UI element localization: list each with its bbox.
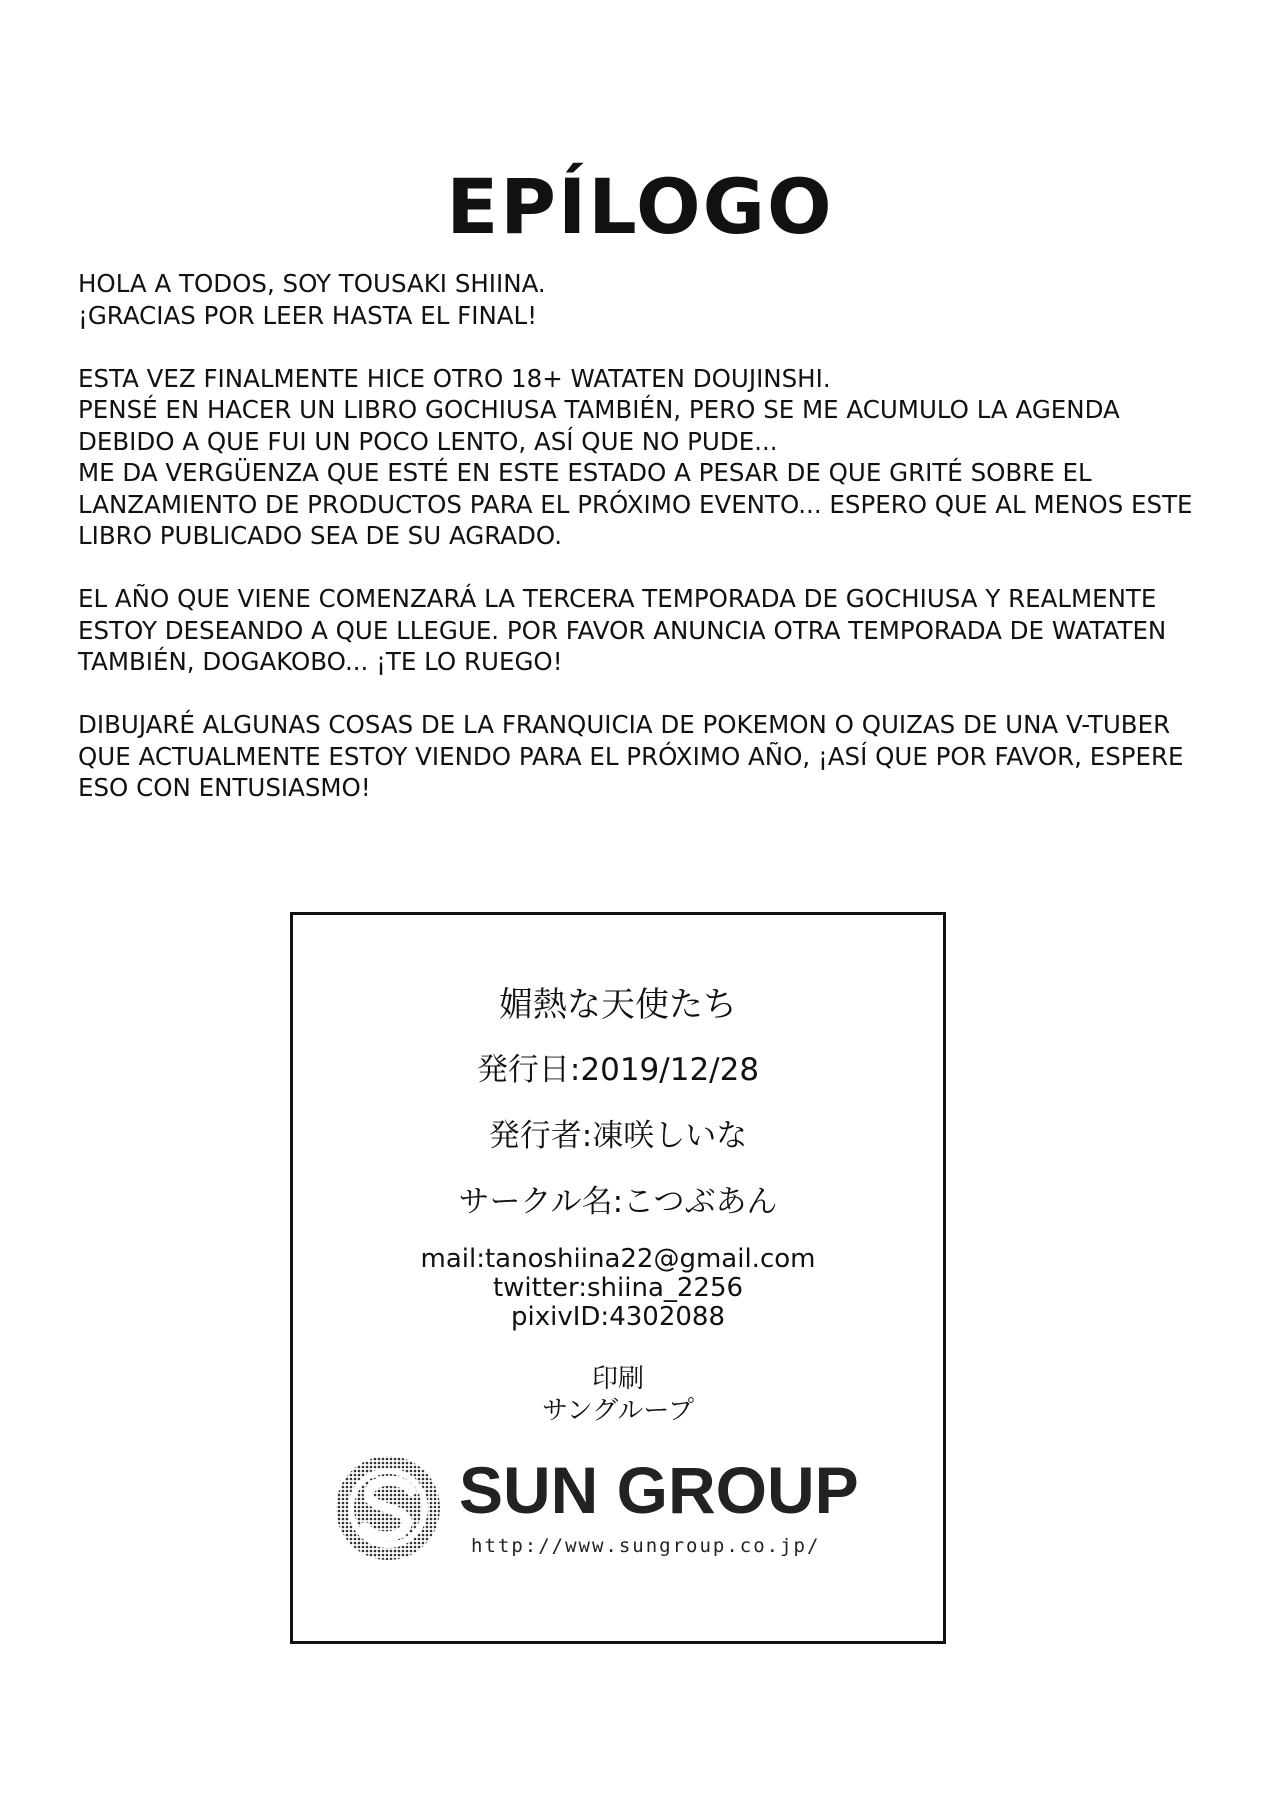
print-label: 印刷 — [591, 1364, 644, 1394]
text-line: QUE ACTUALMENTE ESTOY VIENDO PARA EL PRÓXIMO AÑO, ¡ASÍ QUE POR FAVOR, ESPERE — [78, 741, 1184, 771]
text-line: ME DA VERGÜENZA QUE ESTÉ EN ESTE ESTADO A PESAR DE QUE GRITÉ SOBRE EL — [78, 458, 1092, 487]
paragraph-2 — [78, 363, 1208, 552]
sun-group-logo — [333, 1453, 913, 1573]
circle-name: サークル名:こつぶあん — [458, 1184, 778, 1220]
text-line: HOLA A TODOS, SOY TOUSAKI SHIINA. — [78, 269, 546, 298]
text-line: LANZAMIENTO DE PRODUCTOS PARA EL PRÓXIMO EVENTO... ESPERO QUE AL MENOS ESTE — [78, 489, 1193, 519]
epilogue-text — [78, 268, 1208, 804]
paragraph-4 — [78, 709, 1208, 804]
text-line: PENSÉ EN HACER UN LIBRO GOCHIUSA TAMBIÉN, PERO SE ME ACUMULO LA AGENDA — [78, 395, 1120, 424]
text-line: DIBUJARÉ ALGUNAS COSAS DE LA FRANQUICIA DE POKEMON O QUIZAS DE UNA V-TUBER — [78, 710, 1171, 739]
twitter-handle: twitter:shiina_2256 — [492, 1273, 744, 1303]
text-line: ¡GRACIAS POR LEER HASTA EL FINAL! — [78, 300, 538, 330]
sun-group-logo-icon — [333, 1453, 443, 1563]
paragraph-1 — [78, 268, 1208, 331]
text-line: EL AÑO QUE VIENE COMENZARÁ LA TERCERA TEMPORADA DE GOCHIUSA Y REALMENTE — [78, 584, 1157, 613]
colophon-box — [290, 912, 946, 1644]
contact-info — [293, 1245, 943, 1332]
mail-address: mail:tanoshiina22@gmail.com — [420, 1244, 816, 1274]
paragraph-3 — [78, 583, 1208, 678]
text-line: ESTOY DESEANDO A QUE LLEGUE. POR FAVOR ANUNCIA OTRA TEMPORADA DE WATATEN — [78, 615, 1167, 645]
publish-date: 発行日:2019/12/28 — [476, 1052, 760, 1088]
text-line: DEBIDO A QUE FUI UN POCO LENTO, ASÍ QUE NO PUDE... — [78, 426, 778, 456]
pixiv-id: pixivID:4302088 — [511, 1302, 725, 1332]
page-title: EPÍLOGO — [446, 161, 834, 251]
book-title: 媚熱な天使たち — [499, 985, 737, 1025]
printer-info — [293, 1363, 943, 1427]
printer-name: サングループ — [541, 1396, 695, 1426]
text-line: ESO CON ENTUSIASMO! — [78, 773, 371, 802]
text-line: TAMBIÉN, DOGAKOBO... ¡TE LO RUEGO! — [78, 647, 563, 676]
logo-text: SUN GROUP — [459, 1453, 859, 1527]
text-line: ESTA VEZ FINALMENTE HICE OTRO 18+ WATATEN DOUJINSHI. — [78, 363, 831, 393]
publisher: 発行者:凍咲しいな — [488, 1118, 748, 1154]
text-line: LIBRO PUBLICADO SEA DE SU AGRADO. — [78, 521, 563, 550]
logo-url: http://www.sungroup.co.jp/ — [471, 1535, 821, 1557]
